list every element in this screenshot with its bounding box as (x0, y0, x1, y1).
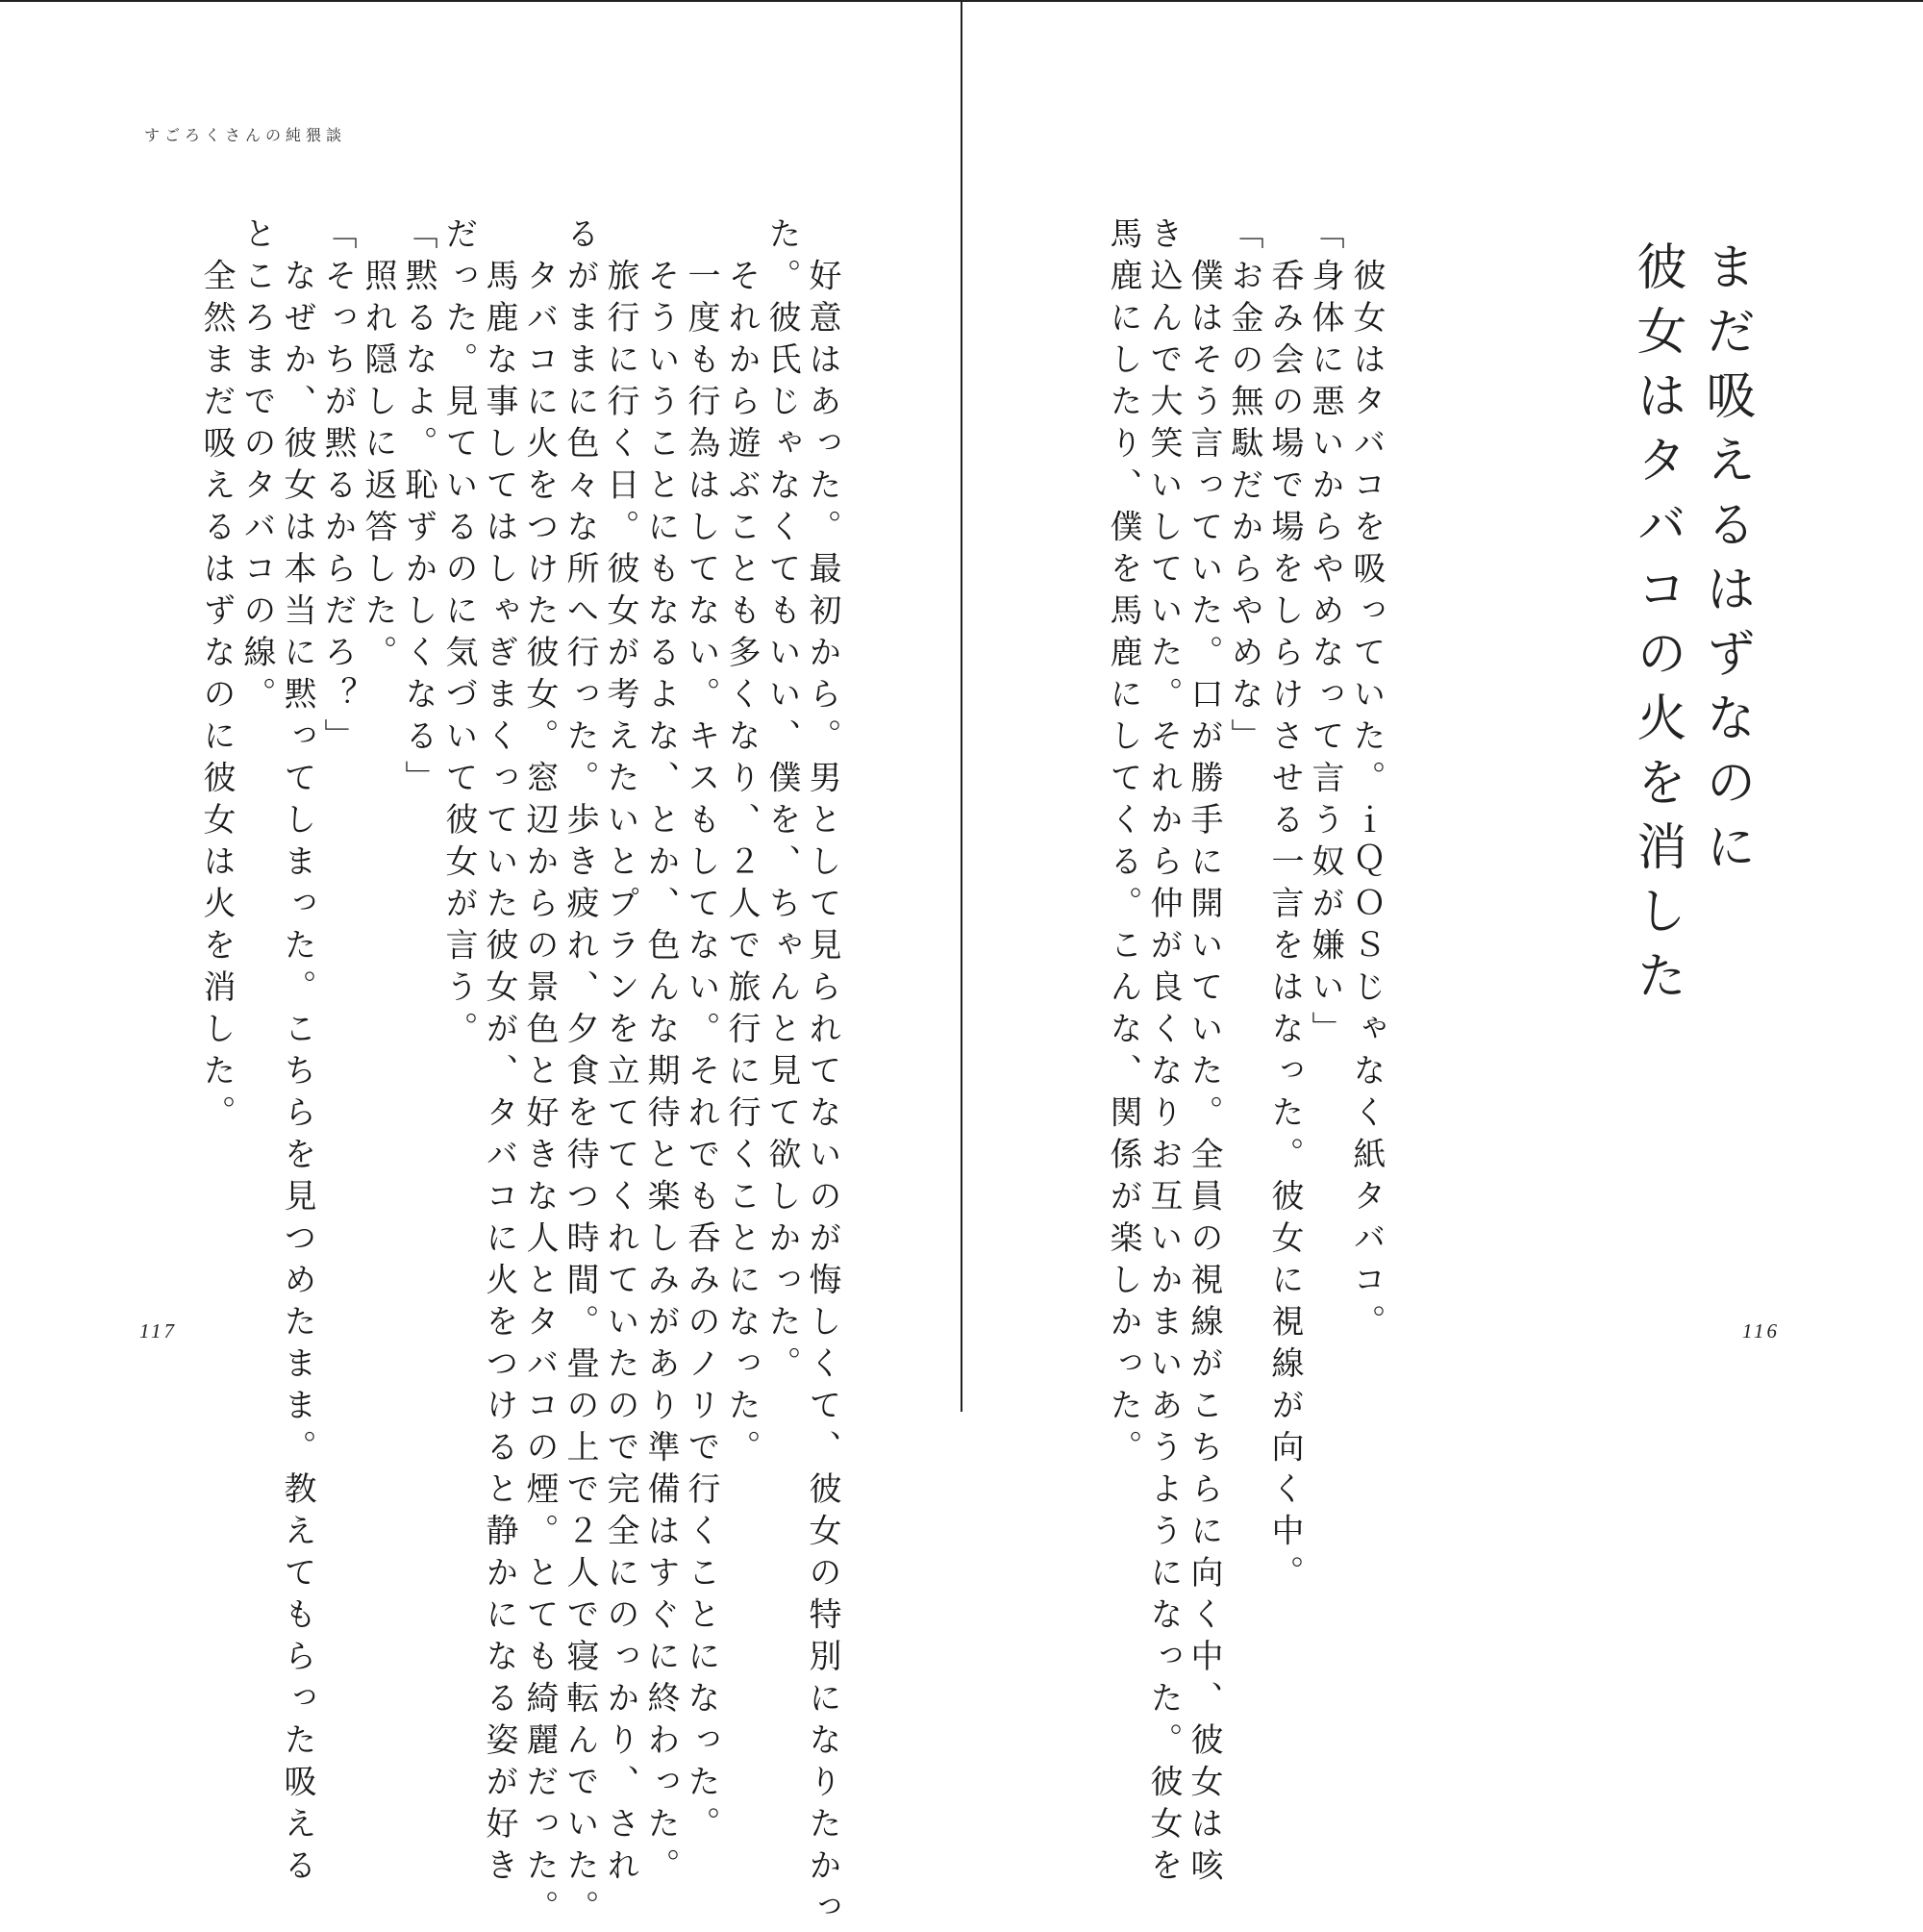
body-column: 呑み会の場で場をしらけさせる一言をはなった。彼女に視線が向く中。 (1265, 216, 1304, 1597)
body-column: 照れ隠しに返答した。 (359, 216, 397, 677)
body-column: 「身体に悪いからやめなって言う奴が嫌い」 (1306, 216, 1344, 1053)
body-column: 僕はそう言っていた。口が勝手に開いていた。全員の視線がこちらに向く中、彼女は咳 (1185, 216, 1223, 1890)
body-column: なぜか、彼女は本当に黙ってしまった。こちらを見つめたまま。教えてもらった吸える (278, 216, 316, 1890)
body-column: るがままに色々な所へ行った。歩き疲れ、夕食を待つ時間。畳の上で２人で寝転んでいた。 (561, 216, 599, 1932)
body-column: タバコに火をつけた彼女。窓辺からの景色と好きな人とタバコの煙。とても綺麗だった。 (520, 216, 559, 1932)
body-column: き込んで大笑いしていた。それから仲が良くなりお互いかまいあうようになった。彼女を (1144, 216, 1183, 1890)
body-column: 好意はあった。最初から。男として見られてないのが悔しくて、彼女の特別になりたかっ (803, 216, 841, 1932)
body-column: 彼女はタバコを吸っていた。ｉＱＯＳじゃなく紙タバコ。 (1347, 216, 1386, 1346)
page-number: 117 (139, 1319, 177, 1342)
body-column: 一度も行為はしてない。キスもしてない。それでも呑みのノリで行くことになった。 (682, 216, 720, 1848)
chapter-title-line: まだ吸えるはずなのに (1697, 240, 1755, 885)
body-column: 馬鹿にしたり、僕を馬鹿にしてくる。こんな、関係が楽しかった。 (1104, 216, 1142, 1471)
body-column: 全然まだ吸えるはずなのに彼女は火を消した。 (197, 216, 236, 1137)
body-column: ところまでのタバコの線。 (237, 216, 276, 718)
body-column: 馬鹿な事してはしゃぎまくっていた彼女が、タバコに火をつけると静かになる姿が好き (480, 216, 518, 1890)
left-page (0, 0, 961, 1932)
chapter-title-line: 彼女はタバコの火を消した (1628, 240, 1686, 1014)
body-column: 「黙るなよ。恥ずかしくなる」 (399, 216, 437, 802)
body-column: そういうことにもなるよな、とか、色んな期待と楽しみがあり準備はすぐに終わった。 (641, 216, 680, 1890)
body-column: 「そっちが黙るからだろ？」 (318, 216, 357, 761)
page-number: 116 (1742, 1319, 1780, 1342)
body-column: それから遊ぶことも多くなり、２人で旅行に行くことになった。 (722, 216, 761, 1471)
body-column: た。彼氏じゃなくてもいい、僕を、ちゃんと見て欲しかった。 (762, 216, 801, 1388)
body-column: 「お金の無駄だからやめな」 (1225, 216, 1263, 761)
body-column: だった。見ているのに気づいて彼女が言う。 (439, 216, 478, 1053)
running-head: すごろくさんの純猥談 (144, 126, 347, 144)
body-column: 旅行に行く日。彼女が考えたいとプランを立ててくれていたので完全にのっかり、され (601, 216, 639, 1890)
right-page (962, 0, 1923, 1890)
